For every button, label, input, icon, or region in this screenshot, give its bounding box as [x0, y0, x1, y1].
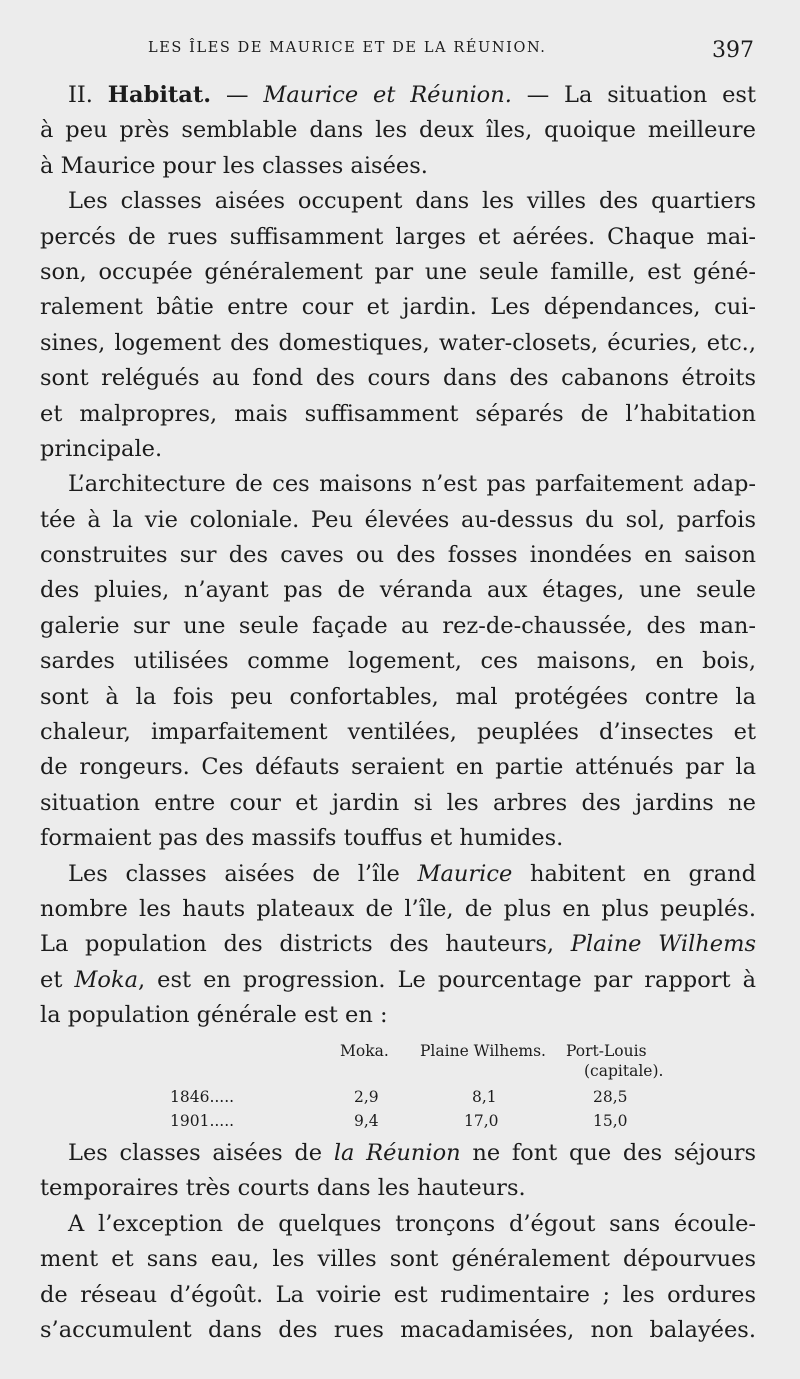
page-header	[0, 34, 800, 74]
place-plaine-wilhems: Plaine Wilhems	[570, 931, 756, 958]
text-line: ment et sans eau, les villes sont généralement dépourvues	[40, 1246, 756, 1273]
text-line: des pluies, n’ayant pas de véranda aux étages, une seule	[40, 577, 756, 604]
table-cell: 9,4	[354, 1111, 379, 1130]
section-number: II.	[68, 82, 93, 108]
body-text-continued	[40, 1136, 756, 1348]
table-cell: 15,0	[593, 1111, 628, 1130]
table-cell: 17,0	[464, 1111, 499, 1130]
population-table	[40, 1040, 756, 1152]
text-line: à peu près semblable dans les deux îles, quoique meilleure	[40, 117, 756, 144]
text-line: sont relégués au fond des cours dans des cabanons étroits	[40, 365, 756, 392]
text-line: et malpropres, mais suffisamment séparés de l’habitation	[40, 400, 756, 427]
text-line: La population des districts des hauteurs, Plaine Wilhems	[40, 931, 756, 958]
column-header-moka: Moka.	[340, 1041, 389, 1060]
table-row-year: 1846.....	[170, 1087, 235, 1106]
text-line: sardes utilisées comme logement, ces maisons, en bois,	[40, 648, 756, 675]
column-header-port-louis: Port-Louis	[566, 1041, 647, 1060]
text-line: son, occupée généralement par une seule famille, est géné-	[40, 258, 756, 285]
body-text	[40, 78, 756, 1158]
table-cell: 2,9	[354, 1087, 379, 1106]
text-line: situation entre cour et jardin si les arbres des jardins ne	[40, 789, 756, 816]
text-line: de réseau d’égoût. La voirie est rudimentaire ; les ordures	[40, 1281, 756, 1308]
place-moka: Moka	[74, 966, 139, 993]
text-line: ralement bâtie entre cour et jardin. Les dépendances, cui-	[40, 294, 756, 321]
text-line: de rongeurs. Ces défauts seraient en partie atténués par la	[40, 754, 756, 781]
text-line: sont à la fois peu confortables, mal protégées contre la	[40, 683, 756, 710]
text-line: chaleur, imparfaitement ventilées, peuplées d’insectes et	[40, 719, 756, 746]
text-line: galerie sur une seule façade au rez-de-chaussée, des man-	[40, 612, 756, 639]
place-reunion: la Réunion	[333, 1140, 461, 1166]
section-heading-line: II. Habitat. — Maurice et Réunion. — La situation est	[68, 82, 756, 108]
section-subtitle: Maurice et Réunion.	[263, 82, 512, 108]
column-header-plaine-wilhems: Plaine Wilhems.	[420, 1041, 546, 1060]
table-cell: 8,1	[472, 1087, 497, 1106]
place-maurice: Maurice	[417, 860, 513, 887]
text-line: la population générale est en :	[40, 1002, 388, 1029]
text-line: percés de rues suffisamment larges et aérées. Chaque mai-	[40, 223, 756, 250]
running-title: LES ÎLES DE MAURICE ET DE LA RÉUNION.	[148, 40, 547, 56]
text-line: tée à la vie coloniale. Peu élevées au-dessus du sol, parfois	[40, 506, 756, 533]
text-line: Les classes aisées occupent dans les villes des quartiers	[68, 188, 756, 215]
column-header-capitale: (capitale).	[584, 1061, 664, 1080]
text-line: Les classes aisées de la Réunion ne font que des séjours	[68, 1140, 756, 1166]
text-line: s’accumulent dans des rues macadamisées, non balayées.	[40, 1316, 756, 1343]
text-line: temporaires très courts dans les hauteurs.	[40, 1175, 526, 1202]
text-line: à Maurice pour les classes aisées.	[40, 152, 428, 179]
text-line: sines, logement des domestiques, water-closets, écuries, etc.,	[40, 329, 756, 356]
text-line: construites sur des caves ou des fosses inondées en saison	[40, 542, 756, 569]
table-row-year: 1901.....	[170, 1111, 235, 1130]
text-line: et Moka, est en progression. Le pourcentage par rapport à	[40, 966, 756, 993]
text-line: formaient pas des massifs touffus et humides.	[40, 825, 564, 852]
text-line: nombre les hauts plateaux de l’île, de plus en plus peuplés.	[40, 895, 756, 922]
text-line: L’architecture de ces maisons n’est pas parfaitement adap-	[68, 471, 756, 498]
text-line: Les classes aisées de l’île Maurice habitent en grand	[68, 860, 757, 887]
table-cell: 28,5	[593, 1087, 628, 1106]
page-number: 397	[712, 38, 754, 63]
text-line: A l’exception de quelques tronçons d’égout sans écoule-	[68, 1210, 756, 1237]
text-line: principale.	[40, 435, 163, 462]
section-title: Habitat.	[107, 82, 212, 108]
